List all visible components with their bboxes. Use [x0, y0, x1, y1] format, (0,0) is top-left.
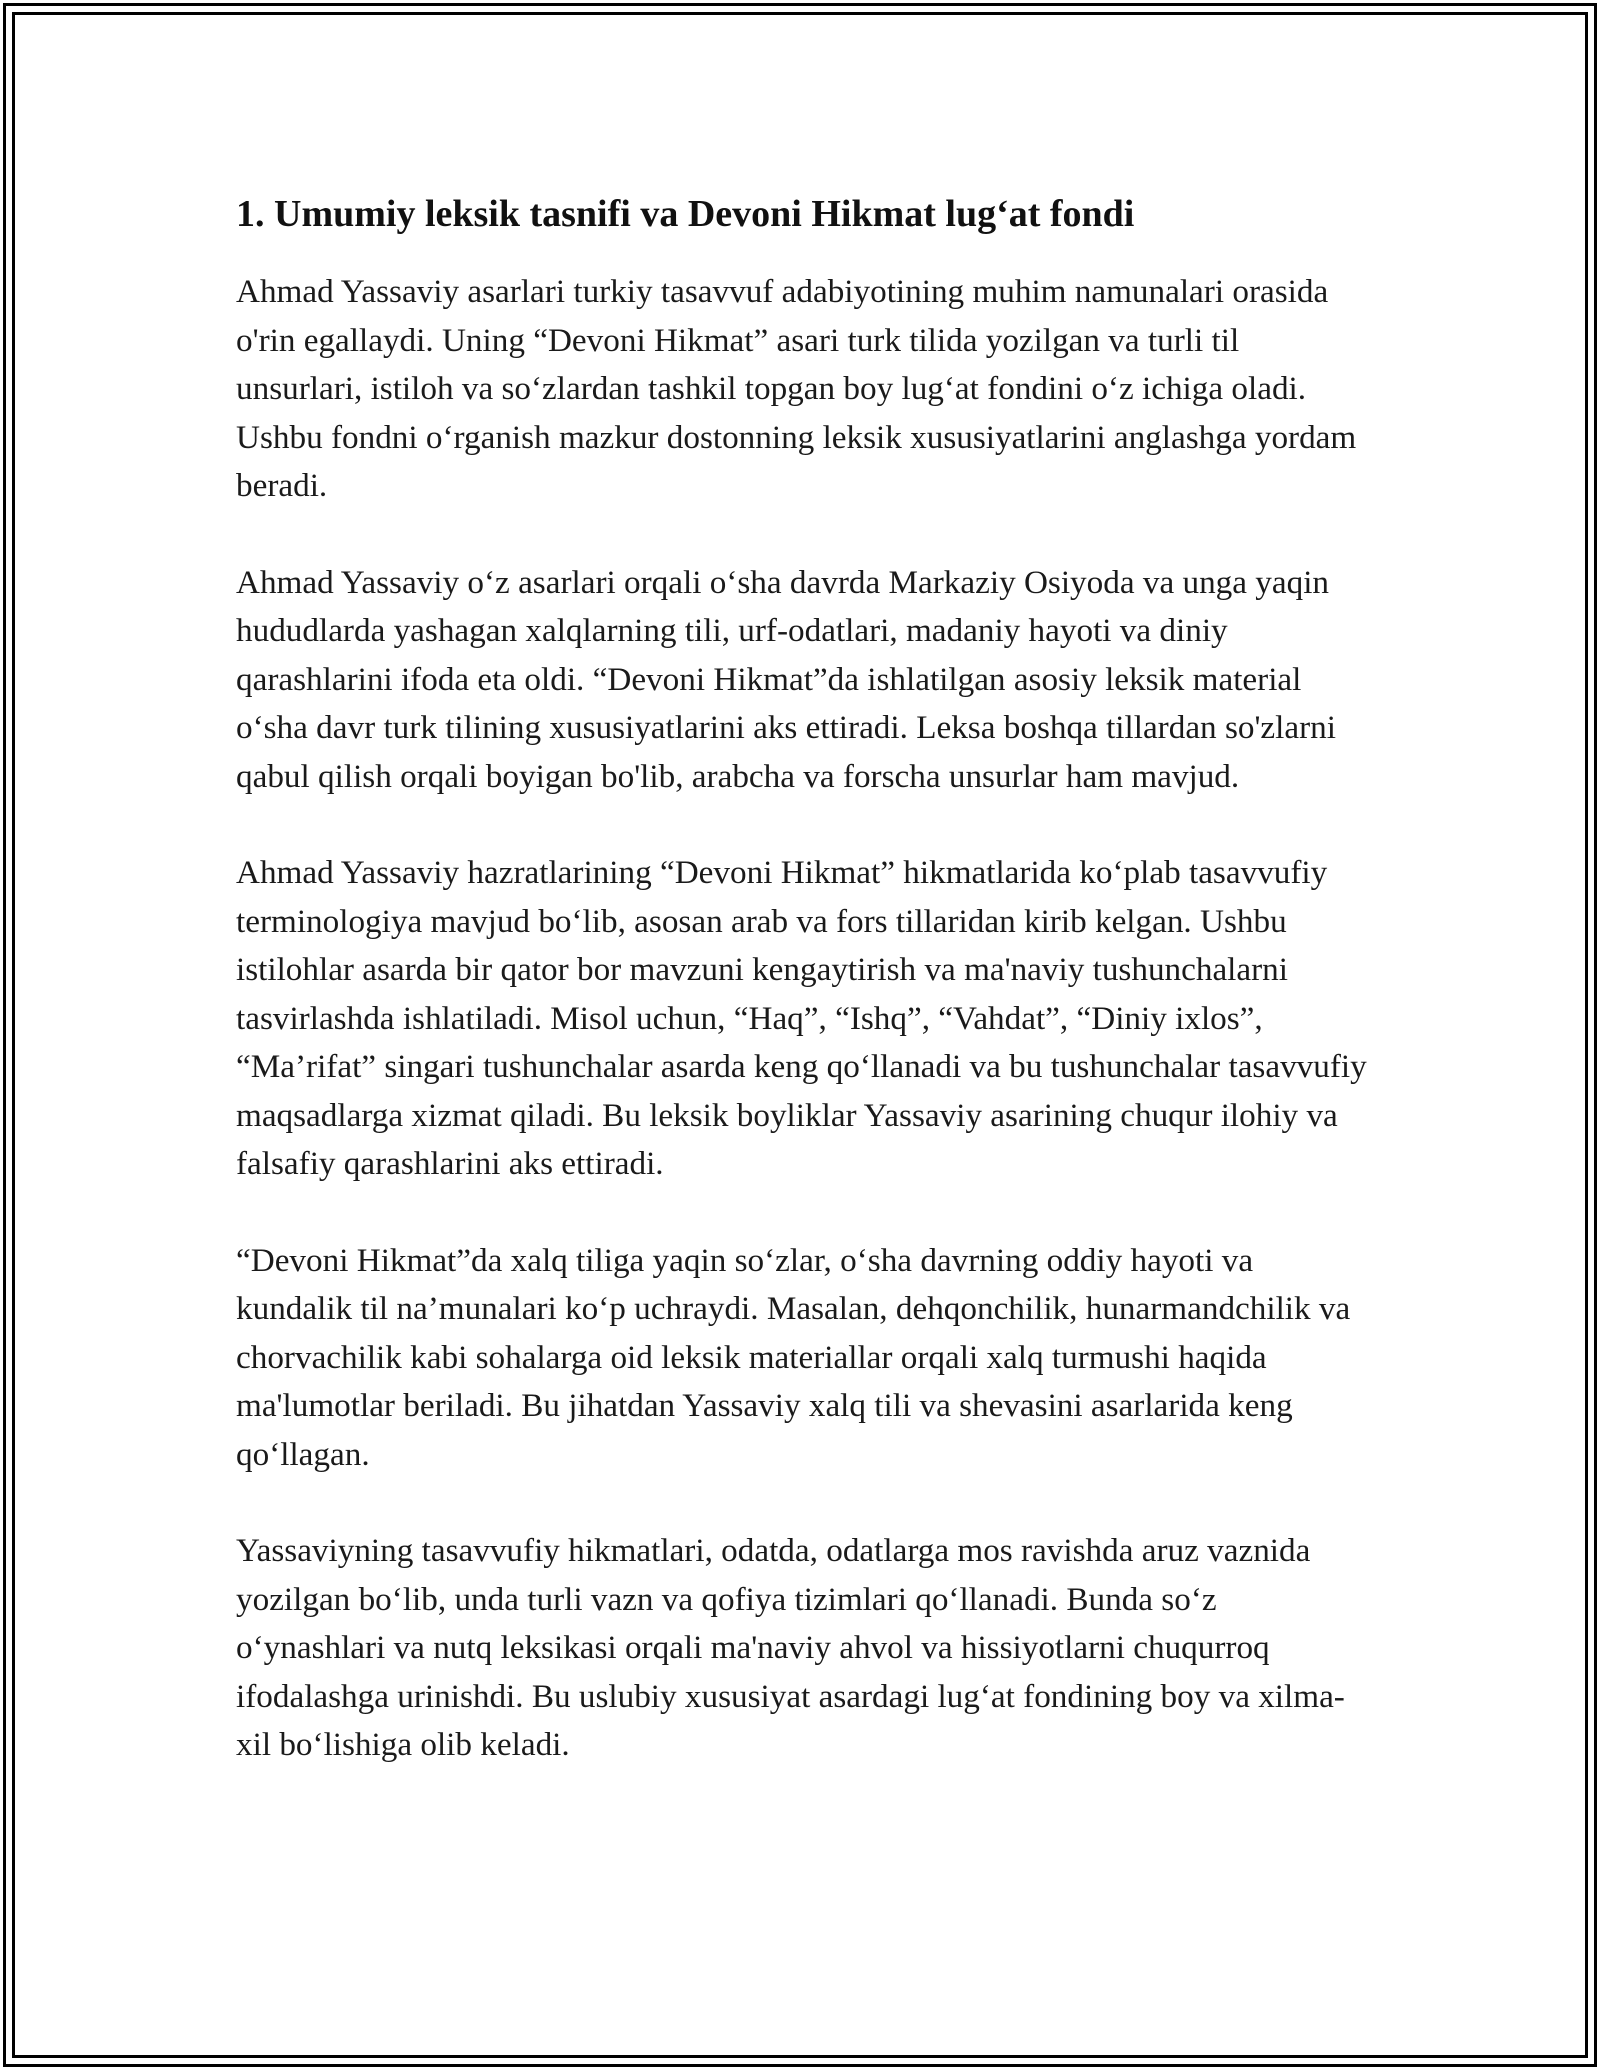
paragraph-5: Yassaviyning tasavvufiy hikmatlari, odatda, odatlarga mos ravishda aruz vaznida yozilgan bo‘lib, unda turli vazn va qofiya tizimlari qo‘llanadi. Bunda so‘z o‘ynashlari va nutq leksikasi orqali ma'naviy ahvol va hissiyotlarni chuqurroq ifodalashga urinishdi. Bu uslubiy xususiyat asardagi lug‘at fondining boy va xilma-xil bo‘lishiga olib keladi. [236, 1532, 1345, 1763]
paragraph-1: Ahmad Yassaviy asarlari turkiy tasavvuf adabiyotining muhim namunalari orasida o'rin egallaydi. Uning “Devoni Hikmat” asari turk tilida yozilgan va turli til unsurlari, istiloh va so‘zlardan tashkil topgan boy lug‘at fondini o‘z ichiga oladi. Ushbu fondni o‘rganish mazkur dostonning leksik xususiyatlarini anglashga yordam beradi. [236, 273, 1357, 504]
paragraph-3: Ahmad Yassaviy hazratlarining “Devoni Hikmat” hikmatlarida ko‘plab tasavvufiy terminologiya mavjud bo‘lib, asosan arab va fors tillaridan kirib kelgan. Ushbu istilohlar asarda bir qator bor mavzuni kengaytirish va ma'naviy tushunchalarni tasvirlashda ishlatiladi. Misol uchun, “Haq”, “Ishq”, “Vahdat”, “Diniy ixlos”, “Ma’rifat” singari tushunchalar asarda keng qo‘llanadi va bu tushunchalar tasavvufiy maqsadlarga xizmat qiladi. Bu leksik boyliklar Yassaviy asarining chuqur ilohiy va falsafiy qarashlarini aks ettiradi. [236, 854, 1367, 1182]
paragraph-4: “Devoni Hikmat”da xalq tiliga yaqin so‘zlar, o‘sha davrning oddiy hayoti va kundalik til na’munalari ko‘p uchraydi. Masalan, dehqonchilik, hunarmandchilik va chorvachilik kabi sohalarga oid leksik materiallar orqali xalq turmushi haqida ma'lumotlar beriladi. Bu jihatdan Yassaviy xalq tili va shevasini asarlarida keng qo‘llagan. [236, 1241, 1351, 1473]
section-heading: 1. Umumiy leksik tasnifi va Devoni Hikmat lug‘at fondi [236, 193, 1135, 235]
paragraph-2: Ahmad Yassaviy o‘z asarlari orqali o‘sha davrda Markaziy Osiyoda va unga yaqin hududlarda yashagan xalqlarning tili, urf-odatlari, madaniy hayoti va diniy qarashlarini ifoda eta oldi. “Devoni Hikmat”da ishlatilgan asosiy leksik material o‘sha davr turk tilining xususiyatlarini aks ettiradi. Leksa boshqa tillardan so'zlarni qabul qilish orqali boyigan bo'lib, arabcha va forscha unsurlar ham mavjud. [236, 563, 1336, 795]
document-body [236, 186, 1371, 1770]
